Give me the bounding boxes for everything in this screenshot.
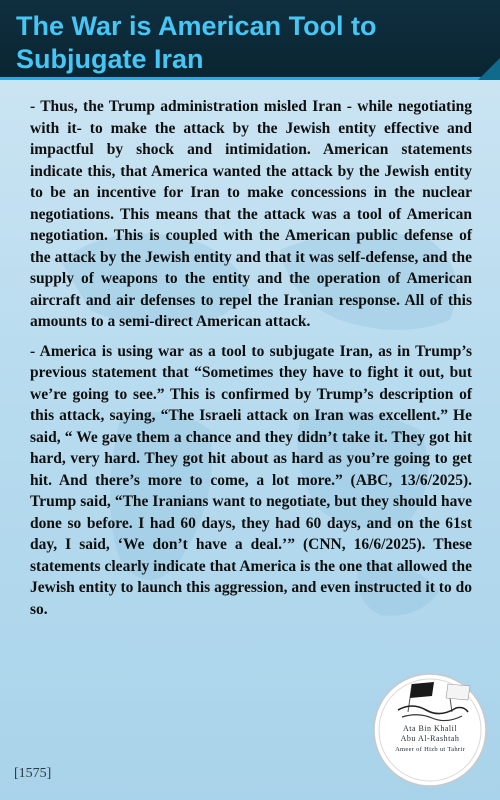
page-title: The War is American Tool to Subjugate Iran — [16, 11, 377, 74]
issue-number: [1575] — [14, 766, 52, 781]
paragraph-2: - America is using war as a tool to subjugate Iran, as in Trump’s previous statement that “Sometimes they have to fight it out, but we’re going to see.” This is confirmed by Trump’s description of this attack, saying, “The Israeli attack on Iran was excellent.” He said, “ We gave them a chance and they didn’t take it. They got hit hard, very hard. They got hit about as hard as you’re going to get hit. And there’s more to come, a lot more.” (ABC, 13/6/2025). Trump said, “The Iranians want to negotiate, but they should have done so before. I had 60 days, they had 60 days, and on the 61st day, I said, ‘We don’t have a deal.’” (CNN, 16/6/2025). These statements clearly indicate that America is the one that allowed the Jewish entity to launch this aggression, and even instructed it to do so. — [30, 342, 472, 618]
black-flag-icon — [410, 682, 434, 698]
title-banner — [0, 0, 500, 80]
article-body — [30, 96, 472, 628]
paragraph-1: - Thus, the Trump administration misled Iran - while negotiating with it- to make the attack by the Jewish entity effective and impactful by shock and intimidation. American statements indicate this, that America wanted the attack by the Jewish entity to be an incentive for Iran to make concessions in the nuclear negotiations. This means that the attack was a tool of American negotiation. This is coupled with the American public defense of the attack by the Jewish entity and that it was self-defense, and the supply of weapons to the entity and the operation of American aircraft and air defenses to repel the Iranian response. All of this amounts to a semi-direct American attack. — [30, 98, 472, 330]
emblem-seal — [372, 672, 488, 788]
white-flag-icon — [446, 684, 470, 700]
seal-name-line2: Abu Al-Rashtah — [400, 734, 460, 743]
seal-role: Ameer of Hizb ut Tahrir — [395, 746, 465, 753]
seal-name-line1: Ata Bin Khalil — [402, 724, 458, 733]
